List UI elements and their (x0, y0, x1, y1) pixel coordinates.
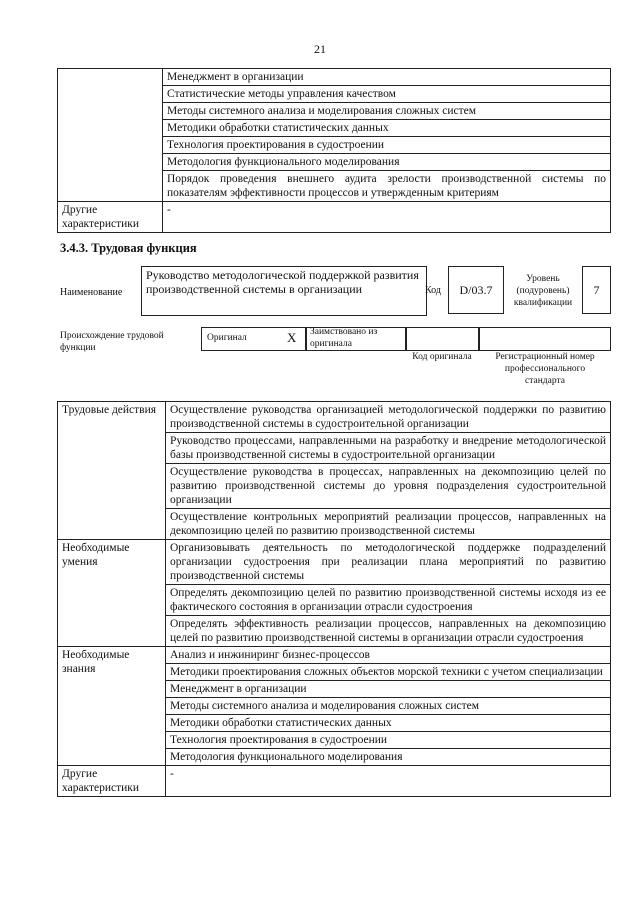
actions-label: Трудовые действия (58, 402, 166, 540)
origin-label: Происхождение трудовой функции (60, 331, 164, 353)
action-item: Осуществление руководства в процессах, направленных на декомпозицию целей по развитию производственной системы до уровня подразделения судостроительной организации (166, 464, 611, 509)
reg-number-label: Регистрационный номер профессионального стандарта (495, 352, 595, 386)
action-item: Осуществление руководства организацией методологической поддержки по развитию производственной системы в судостроительной организации (166, 402, 611, 433)
code-original-box (405, 327, 479, 351)
knowledge-item: Методы системного анализа и моделирования сложных систем (166, 698, 611, 715)
knowledge-label-cell (58, 69, 163, 202)
function-name: Руководство методологической поддержкой развития производственной системы в организации (141, 266, 427, 316)
knowledge-item: Методология функционального моделирования (166, 749, 611, 766)
skill-item: Организовывать деятельность по методологической поддержке подразделений организации судостроения при реализации плана мероприятий по развитию производственной системы (166, 540, 611, 585)
skills-label: Необходимые умения (58, 540, 166, 647)
action-item: Осуществление контрольных мероприятий реализации процессов, направленных на декомпозицию целей по развитию производственной системы (166, 509, 611, 540)
knowledge-label: Необходимые знания (58, 647, 166, 766)
original-mark: X (287, 330, 297, 345)
labor-function-table (57, 401, 611, 797)
reg-number-box (479, 327, 611, 351)
skill-item: Определять декомпозицию целей по развитию производственной системы исходя из ее фактического состояния в организации отрасли судостроения (166, 585, 611, 616)
knowledge-item: Технология проектирования в судостроении (163, 137, 611, 154)
page-number: 21 (314, 42, 326, 56)
knowledge-item: Методики обработки статистических данных (163, 120, 611, 137)
skill-item: Определять эффективность реализации процессов, направленных на декомпозицию целей по развитию производственной системы в организации отрасли судостроения (166, 616, 611, 647)
other-characteristics-value: - (163, 202, 611, 233)
other-characteristics-label: Другие характеристики (58, 766, 166, 797)
level-value: 7 (582, 266, 611, 314)
knowledge-item: Методики проектирования сложных объектов морской техники с учетом специализации (166, 664, 611, 681)
other-characteristics-label: Другие характеристики (58, 202, 163, 233)
name-label: Наименование (60, 287, 123, 298)
knowledge-item: Порядок проведения внешнего аудита зрелости производственной системы по показателям эффективности процессов и утвержденным критериям (163, 171, 611, 202)
action-item: Руководство процессами, направленными на разработку и внедрение методологической базы производственной системы в судостроительной организации (166, 433, 611, 464)
borrowed-label: Заимствовано из оригинала (310, 327, 378, 349)
code-label: Код (425, 285, 441, 296)
knowledge-item: Анализ и инжиниринг бизнес-процессов (166, 647, 611, 664)
knowledge-item: Методология функционального моделирования (163, 154, 611, 171)
top-knowledge-table (57, 68, 611, 233)
knowledge-item: Менеджмент в организации (166, 681, 611, 698)
level-label: Уровень (подуровень) квалификации (513, 274, 573, 308)
original-label: Оригинал (207, 333, 247, 343)
knowledge-item: Методы системного анализа и моделирования сложных систем (163, 103, 611, 120)
knowledge-item: Методики обработки статистических данных (166, 715, 611, 732)
code-value: D/03.7 (448, 266, 504, 314)
section-title: 3.4.3. Трудовая функция (60, 241, 197, 255)
knowledge-item: Технология проектирования в судостроении (166, 732, 611, 749)
knowledge-item: Статистические методы управления качеством (163, 86, 611, 103)
knowledge-item: Менеджмент в организации (163, 69, 611, 86)
code-original-label: Код оригинала (412, 352, 472, 362)
other-characteristics-value: - (166, 766, 611, 797)
